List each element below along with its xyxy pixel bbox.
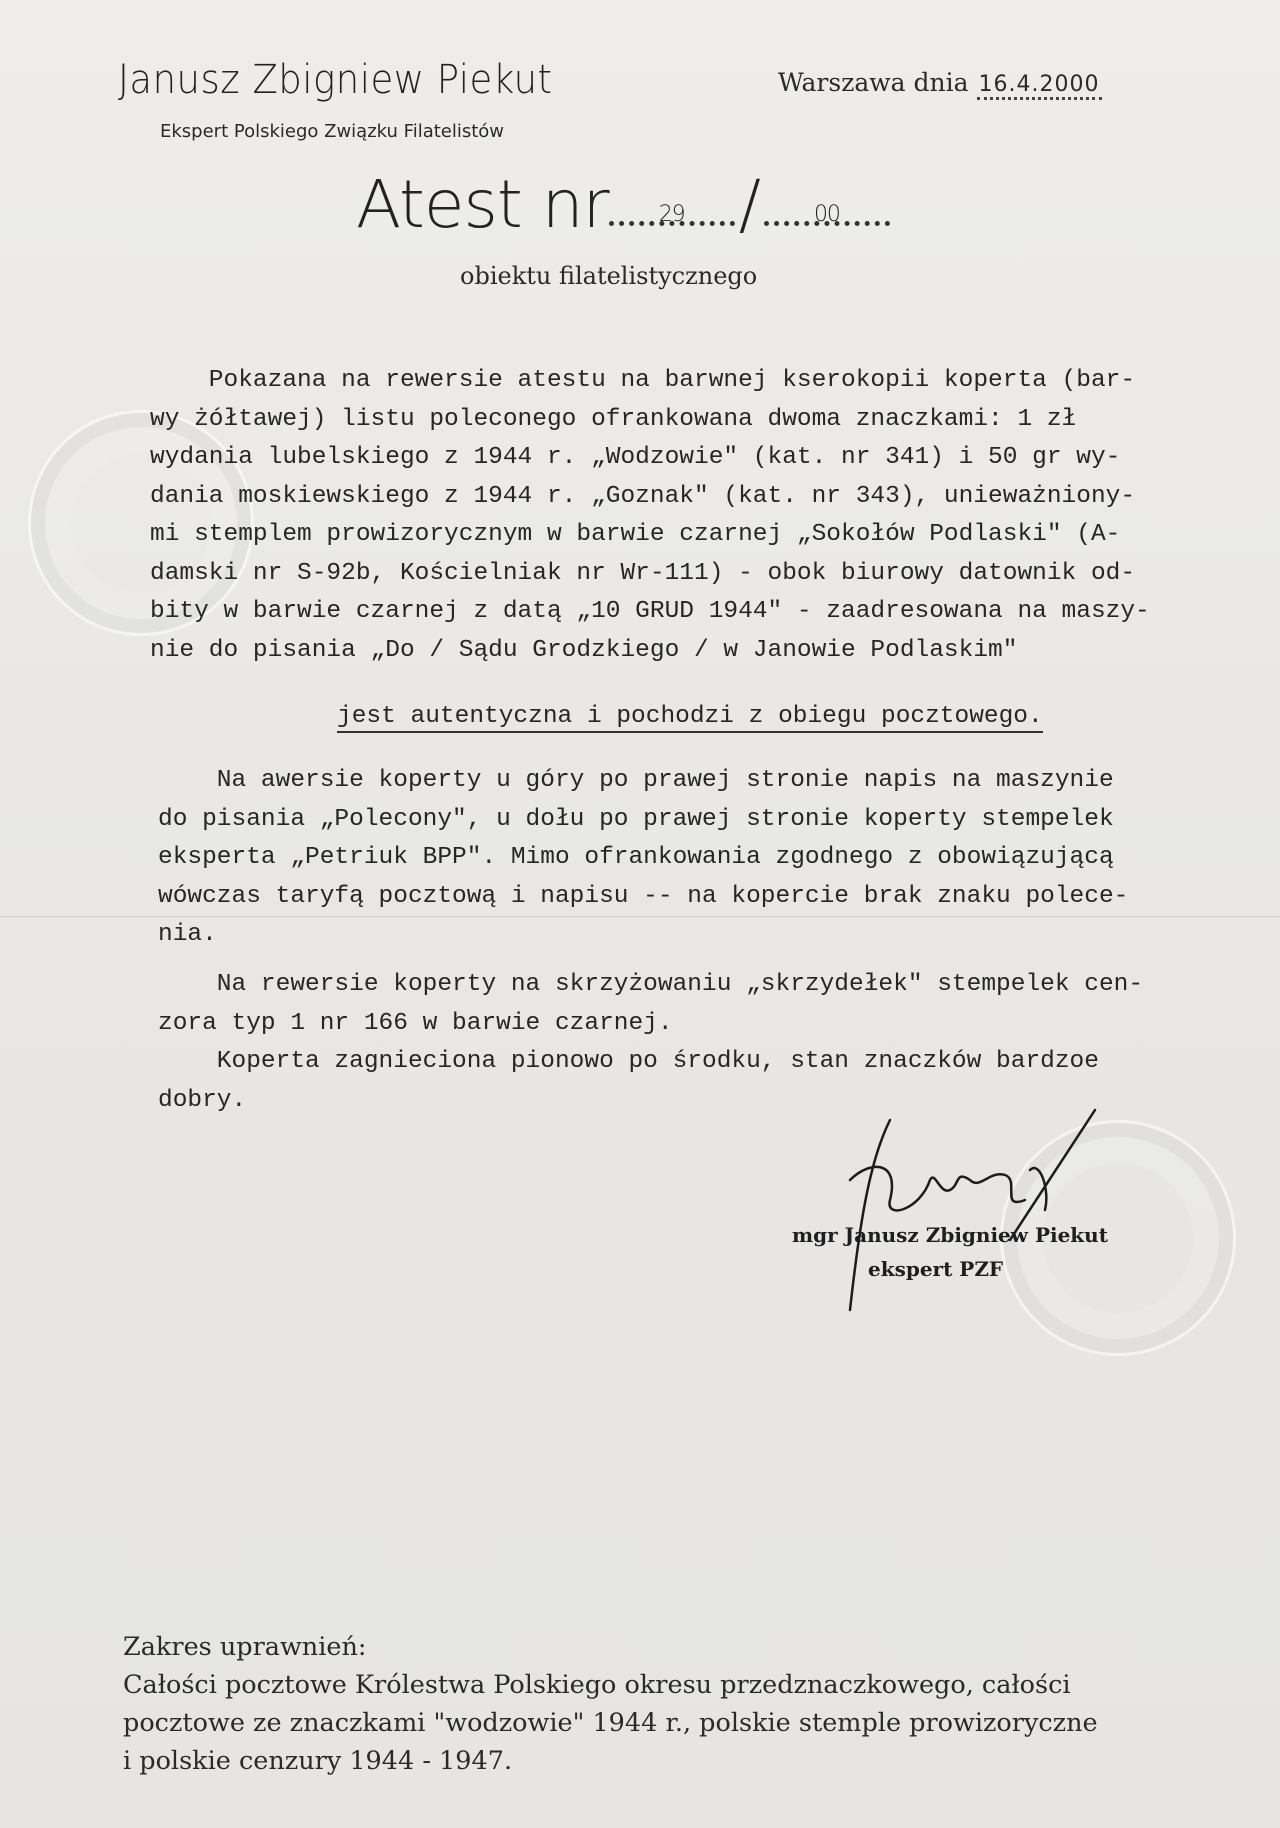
- authority-scope: [123, 1628, 1123, 1780]
- authority-line: i polskie cenzury 1944 - 1947.: [123, 1746, 513, 1776]
- authenticity-conclusion: jest autentyczna i pochodzi z obiegu pocztowego.: [337, 703, 1043, 733]
- title-separator: /: [738, 166, 760, 243]
- place-date: [778, 68, 1102, 100]
- signer-stamp: [792, 1218, 1108, 1286]
- authority-heading: Zakres uprawnień:: [123, 1632, 367, 1662]
- certificate-number: 29: [609, 208, 735, 226]
- date-prefix: Warszawa dnia: [778, 68, 969, 97]
- paragraph-description: Pokazana na rewersie atestu na barwnej kserokopii koperta (bar- wy żółtawej) listu poleconego ofrankowana dwoma znaczkami: 1 zł wydania lubelskiego z 1944 r. „Wodzowie" (kat. nr 341) i 50 gr wy- dania moskiewskiego z 1944 r. „Goznak" (kat. nr 343), unieważniony- mi stemplem prowizorycznym w barwie czarnej „Sokołów Podlaski" (A- damski nr S-92b, Kościelniak nr Wr-111) - obok biurowy datownik od- bity w barwie czarnej z datą „10 GRUD 1944" - zaadresowana na maszy- nie do pisania „Do / Sądu Grodzkiego / w Janowie Podlaskim": [150, 367, 1150, 664]
- signer-title: ekspert PZF: [868, 1257, 1004, 1281]
- document-subtitle: obiektu filatelistycznego: [460, 262, 758, 290]
- letterhead-name: Janusz Zbigniew Piekut: [118, 56, 553, 103]
- paragraph-condition: Koperta zagnieciona pionowo po środku, stan znaczków bardzoe dobry.: [158, 1048, 1099, 1114]
- certificate-year: 00: [764, 208, 890, 226]
- title-label: Atest nr: [356, 166, 609, 243]
- paragraph-reverse: Na rewersie koperty na skrzyżowaniu „skrzydełek" stempelek cen- zora typ 1 nr 166 w barwie czarnej.: [158, 971, 1144, 1037]
- authority-line: pocztowe ze znaczkami "wodzowie" 1944 r., polskie stemple prowizoryczne: [123, 1708, 1098, 1738]
- letterhead-role: Ekspert Polskiego Związku Filatelistów: [160, 121, 505, 142]
- authority-line: Całości pocztowe Królestwa Polskiego okresu przedznaczkowego, całości: [123, 1670, 1071, 1700]
- signer-name: mgr Janusz Zbigniew Piekut: [792, 1223, 1108, 1247]
- date-value: 16.4.2000: [977, 72, 1102, 100]
- document-title: [356, 166, 890, 243]
- paragraph-obverse: Na awersie koperty u góry po prawej stronie napis na maszynie do pisania „Polecony", u dołu po prawej stronie koperty stempelek eksperta „Petriuk BPP". Mimo ofrankowania zgodnego z obowiązującą wówczas taryfą pocztową i napisu -- na kopercie brak znaku polece- nia.: [158, 767, 1129, 948]
